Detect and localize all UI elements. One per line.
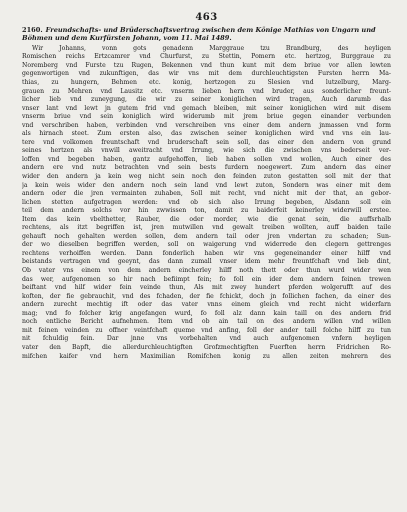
body-line: tere vnd volkomen freuntschaft vnd bruderschaft sein soll, das einer den andern von grund — [22, 138, 391, 146]
body-line: licher lieb vnd zuneygung, die wir zu seiner koniglichen wird tragen, Auch darumb das — [22, 96, 391, 104]
body-line: beiftant vnd hilf wider fein veinde thun, Als mit zwey hundert pferden wolgerufft auf des — [22, 284, 391, 292]
body-line: Wir Johanns, vonn gots genadenn Marggraue tzu Brandburg, des heyligen — [32, 44, 391, 52]
body-line: vnser lant vnd lewt jn gutem frid vnd gemach bleiben, mit seiner koniglichen wird mit disem — [22, 104, 391, 112]
document-number: 2160. — [22, 26, 43, 34]
body-line: rechtens verhoiffen werden. Dann fonderlich haben wir vns gegeneinander einer hilff vnd — [22, 249, 391, 257]
body-line: andern ere vnd nutz betrachten vnd sein bests furdern noegewert. Zum andern das einer — [22, 164, 391, 172]
body-line: grauen zu Mehren vnd Lausitz etc. vnserm lieben hern vnd bruder, aus sonderlicher freunt- — [22, 87, 391, 95]
body-line: koften, der fie gebrauchit, vnd des fchaden, der fie fchickt, doch jn follichen fachen, da einer des — [22, 292, 391, 300]
body-line: der wo dieselben begriffen werden, soll on waigerung vnd widerrede den clegern gettrenges — [22, 241, 391, 249]
body-line: gegenwortigen vnd zukunftigen, das wir vns mit dem durchleuchtigsten Fursten herrn Ma- — [22, 70, 391, 78]
body-line: vnserm briue vnd sein koniglich wird widerumb mit jrem briue gegen einander verbunden — [22, 113, 391, 121]
body-line: vnd verschriben haben, verbinden vnd verschreiben vns einer dem andern jnmassen vnd form — [22, 121, 391, 129]
body-line: noch entliche Bericht aufnehmen. Item vnd ob ain tail on des andern willen vnd willen — [22, 318, 391, 326]
body-line: rechtens, als itzt begriffen ist, jren mutwillen vnd gewalt treiben wollten, auff baiden taile — [22, 224, 391, 232]
body-line: mag; vnd fo folcher krig angefangen wurd, fo foll alz dann kain taill on des andern frid — [22, 309, 391, 317]
body-line: als hirnach steet. Zum ersten also, das zwischen seiner koniglichen wird vnd vns ein lau- — [22, 130, 391, 138]
body-line: wider den andern ja kein weg nicht sein noch den feinden zuton gestatten soll mit der that — [22, 173, 391, 181]
document-heading — [22, 26, 391, 43]
body-line: andern zurecht mechtig ift oder das vater vnns einem gleich vnd recht nicht widerfarn — [22, 301, 391, 309]
document-body — [22, 45, 391, 361]
body-line: beistands vertragen vnd geeynt, das dann zumall vnser idem mehr freuntfchaft vnd lieb dint, — [22, 258, 391, 266]
body-line: mit feinen veinden zu offner veintfchaft queme vnd anfing, foll der ander taill folche hilff zu tun — [22, 326, 391, 334]
body-line: seines hertzen als vnwill aweitracht vnd Irrung, wie sich die zwischen vns bederseit ver- — [22, 147, 391, 155]
body-line: andern oder die jren vermainten zuhaben, Soll mit recht, vnd nicht mit der that, an gebor- — [22, 190, 391, 198]
body-line: thias, zu hungern, Behmen etc. konig, hertzogen zu Slesien vnd lutzelburg, Marg- — [22, 79, 391, 86]
body-line: Romischen reichs Ertzcamrer vnd Churfurst, zu Stettin, Pomern etc. hertzog, Burggraue zu — [22, 53, 391, 61]
body-line: vater den Bapft, die allerdurchleuchtigften Grofzmechtigften Fuerften herrn Fridrichen Ro- — [22, 343, 391, 351]
body-line: ja kein weis wider den andern noch sein land vnd lewt zuton, Sondern was einer mit dem — [22, 181, 391, 189]
body-line: Noremberg vnd Furste tzu Rugen, Bekennen vnd thun kunt mit dem briue vor allen lewten — [22, 61, 391, 69]
body-line: das wer, aufgenomen so hir nach befiimpt fein; fo foll ein ider dem andern feinen trewen — [22, 275, 391, 283]
body-line: Item das kein vbelthetter, Rauber, die oder morder, wie die genat sein, die auffsrhalb — [22, 215, 391, 223]
body-line: nit fchuldig fein. Dar jnne vns vorbehalten vnd auch aufgenomen vnfern heyligen — [22, 335, 391, 343]
body-line: gehauft noch gehalten werden sollen, dem andern tail oder jren vndertan zu schaden; Sun- — [22, 232, 391, 240]
document-title-line-2: Böhmen und dem Kurfürsten Johann, vom 11. Mai 1489. — [22, 34, 232, 43]
body-line: mifchen kaifer vnd hern Maximilian Romifchen konig zu allen zeiten mehrern des — [22, 352, 391, 360]
page-number: 463 — [195, 12, 218, 23]
document-title-line-1: Freundschafts- und Brüderschaftsvertrag zwischen dem Könige Mathias von Ungarn und — [45, 26, 376, 34]
body-line: loffen vnd begeben haben, gantz aufgehoffen, lieb haben sollen vnd wollen, Auch einer des — [22, 155, 391, 163]
body-line: Ob vater vns einem von dem andern eincherley hilff noth thett oder thun wurd wider wen — [22, 267, 391, 275]
body-line: teil dem andern solchs vor hin zwwissen ton, damit zu baiderfeit keinerley widerwill erstee. — [22, 207, 391, 215]
body-line: lichen stetten aufgetragen werden: vnd ob sich also Irrung begeben, Alsdann soll ein — [22, 198, 391, 206]
